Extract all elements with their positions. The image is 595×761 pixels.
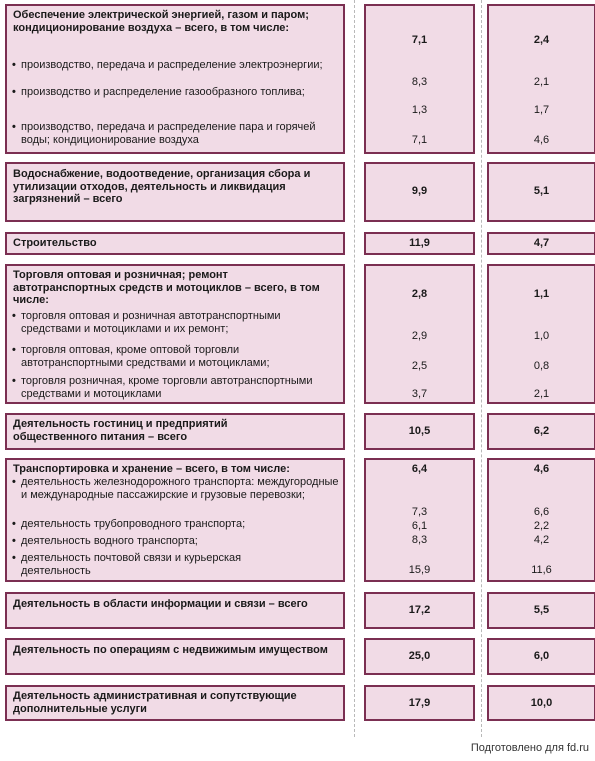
column-divider-1 xyxy=(354,0,355,737)
row-transport-item-1-value1: 7,3 xyxy=(411,506,428,518)
row-water-value2: 5,1 xyxy=(533,185,550,197)
row-realestate-label-box xyxy=(5,638,345,675)
row-energy-item-1-value1: 8,3 xyxy=(411,76,428,88)
row-water-title: Водоснабжение, водоотведение, организация сбора и утилизации отходов, деятельность и ликвидация загрязнений – всего xyxy=(13,168,311,205)
row-energy-value2-box xyxy=(487,4,595,154)
row-transport-item-3-value1: 8,3 xyxy=(411,534,428,546)
row-hotels-value2: 6,2 xyxy=(533,425,550,437)
row-energy-item-2: • производство и распределение газообразного топлива; xyxy=(12,86,305,98)
row-energy-item-3: • производство, передача и распределение пара и горячей воды; кондиционирование воздуха xyxy=(12,121,316,146)
row-realestate-value1: 25,0 xyxy=(408,650,431,662)
row-transport-value1-box xyxy=(364,458,475,582)
row-transport-value1: 6,4 xyxy=(411,463,428,475)
row-transport-item-4-value1: 15,9 xyxy=(408,564,431,576)
row-admin-value1-box xyxy=(364,685,475,721)
row-admin-value2: 10,0 xyxy=(530,697,553,709)
row-construction-title: Строительство xyxy=(13,237,97,249)
row-water-value1-box xyxy=(364,162,475,222)
row-trade-item-1: • торговля оптовая и розничная автотранспортными средствами и мотоциклами и их ремонт; xyxy=(12,310,281,335)
row-realestate-title: Деятельность по операциям с недвижимым имуществом xyxy=(13,644,328,656)
row-realestate-value2: 6,0 xyxy=(533,650,550,662)
row-info-value1: 17,2 xyxy=(408,604,431,616)
row-trade-value2-box xyxy=(487,264,595,404)
row-trade-value1-box xyxy=(364,264,475,404)
row-energy-item-1: • производство, передача и распределение электроэнергии; xyxy=(12,59,323,71)
row-info-value2-box xyxy=(487,592,595,629)
row-transport-item-2-value1: 6,1 xyxy=(411,520,428,532)
row-trade-label-box xyxy=(5,264,345,404)
row-realestate-value2-box xyxy=(487,638,595,675)
row-energy-item-2-value2: 1,7 xyxy=(533,104,550,116)
row-construction-label-box xyxy=(5,232,345,255)
row-admin-value2-box xyxy=(487,685,595,721)
row-info-value2: 5,5 xyxy=(533,604,550,616)
row-energy-value2: 2,4 xyxy=(533,34,550,46)
row-info-title: Деятельность в области информации и связи – всего xyxy=(13,598,308,610)
column-divider-2 xyxy=(481,0,482,737)
row-construction-value2-box xyxy=(487,232,595,255)
row-trade-value1: 2,8 xyxy=(411,288,428,300)
row-trade-item-2-value2: 0,8 xyxy=(533,360,550,372)
row-hotels-value1-box xyxy=(364,413,475,450)
row-transport-item-4: • деятельность почтовой связи и курьерская деятельность xyxy=(12,552,242,577)
row-admin-value1: 17,9 xyxy=(408,697,431,709)
row-transport-item-2-value2: 2,2 xyxy=(533,520,550,532)
row-transport-label-box xyxy=(5,458,345,582)
row-hotels-value2-box xyxy=(487,413,595,450)
row-trade-item-3-value1: 3,7 xyxy=(411,388,428,400)
row-admin-label-box xyxy=(5,685,345,721)
row-energy-item-3-value1: 7,1 xyxy=(411,134,428,146)
row-trade-item-2: • торговля оптовая, кроме оптовой торговли автотранспортными средствами и мотоциклами; xyxy=(12,344,270,369)
row-water-value2-box xyxy=(487,162,595,222)
row-hotels-title: Деятельность гостиниц и предприятий общественного питания – всего xyxy=(13,418,228,443)
row-transport-item-1-value2: 6,6 xyxy=(533,506,550,518)
row-transport-item-3: • деятельность водного транспорта; xyxy=(12,535,198,547)
row-trade-item-1-value1: 2,9 xyxy=(411,330,428,342)
row-trade-item-3-value2: 2,1 xyxy=(533,388,550,400)
row-construction-value2: 4,7 xyxy=(533,237,550,249)
row-admin-title: Деятельность административная и сопутствующие дополнительные услуги xyxy=(13,690,297,715)
row-hotels-label-box xyxy=(5,413,345,450)
row-construction-value1-box xyxy=(364,232,475,255)
row-transport-item-4-value2: 11,6 xyxy=(531,564,552,576)
row-water-value1: 9,9 xyxy=(411,185,428,197)
row-energy-title: Обеспечение электрической энергией, газом и паром; кондиционирование воздуха – всего, в том числе: xyxy=(13,9,309,34)
row-water-label-box xyxy=(5,162,345,222)
row-info-label-box xyxy=(5,592,345,629)
row-hotels-value1: 10,5 xyxy=(408,425,431,437)
row-realestate-value1-box xyxy=(364,638,475,675)
row-trade-value2: 1,1 xyxy=(533,288,550,300)
row-energy-item-2-value1: 1,3 xyxy=(411,104,428,116)
row-transport-value2-box xyxy=(487,458,595,582)
row-transport-value2: 4,6 xyxy=(533,463,550,475)
row-trade-item-3: • торговля розничная, кроме торговли автотранспортными средствами и мотоциклами xyxy=(12,375,313,400)
row-trade-item-1-value2: 1,0 xyxy=(533,330,550,342)
row-info-value1-box xyxy=(364,592,475,629)
source-credit: Подготовлено для fd.ru xyxy=(470,742,589,754)
row-transport-title: Транспортировка и хранение – всего, в том числе: xyxy=(13,463,290,475)
row-construction-value1: 11,9 xyxy=(409,237,430,249)
row-trade-title: Торговля оптовая и розничная; ремонт автотранспортных средств и мотоциклов – всего, в том числе: xyxy=(13,269,320,306)
row-transport-item-2: • деятельность трубопроводного транспорта; xyxy=(12,518,246,530)
row-transport-item-3-value2: 4,2 xyxy=(533,534,550,546)
row-transport-item-1: • деятельность железнодорожного транспорта: междугородные и международные пассажирские и грузовые перевозки; xyxy=(12,476,339,501)
row-energy-item-3-value2: 4,6 xyxy=(533,134,550,146)
row-energy-label-box xyxy=(5,4,345,154)
row-energy-value1: 7,1 xyxy=(411,34,428,46)
row-energy-item-1-value2: 2,1 xyxy=(533,76,550,88)
row-trade-item-2-value1: 2,5 xyxy=(411,360,428,372)
row-energy-value1-box xyxy=(364,4,475,154)
